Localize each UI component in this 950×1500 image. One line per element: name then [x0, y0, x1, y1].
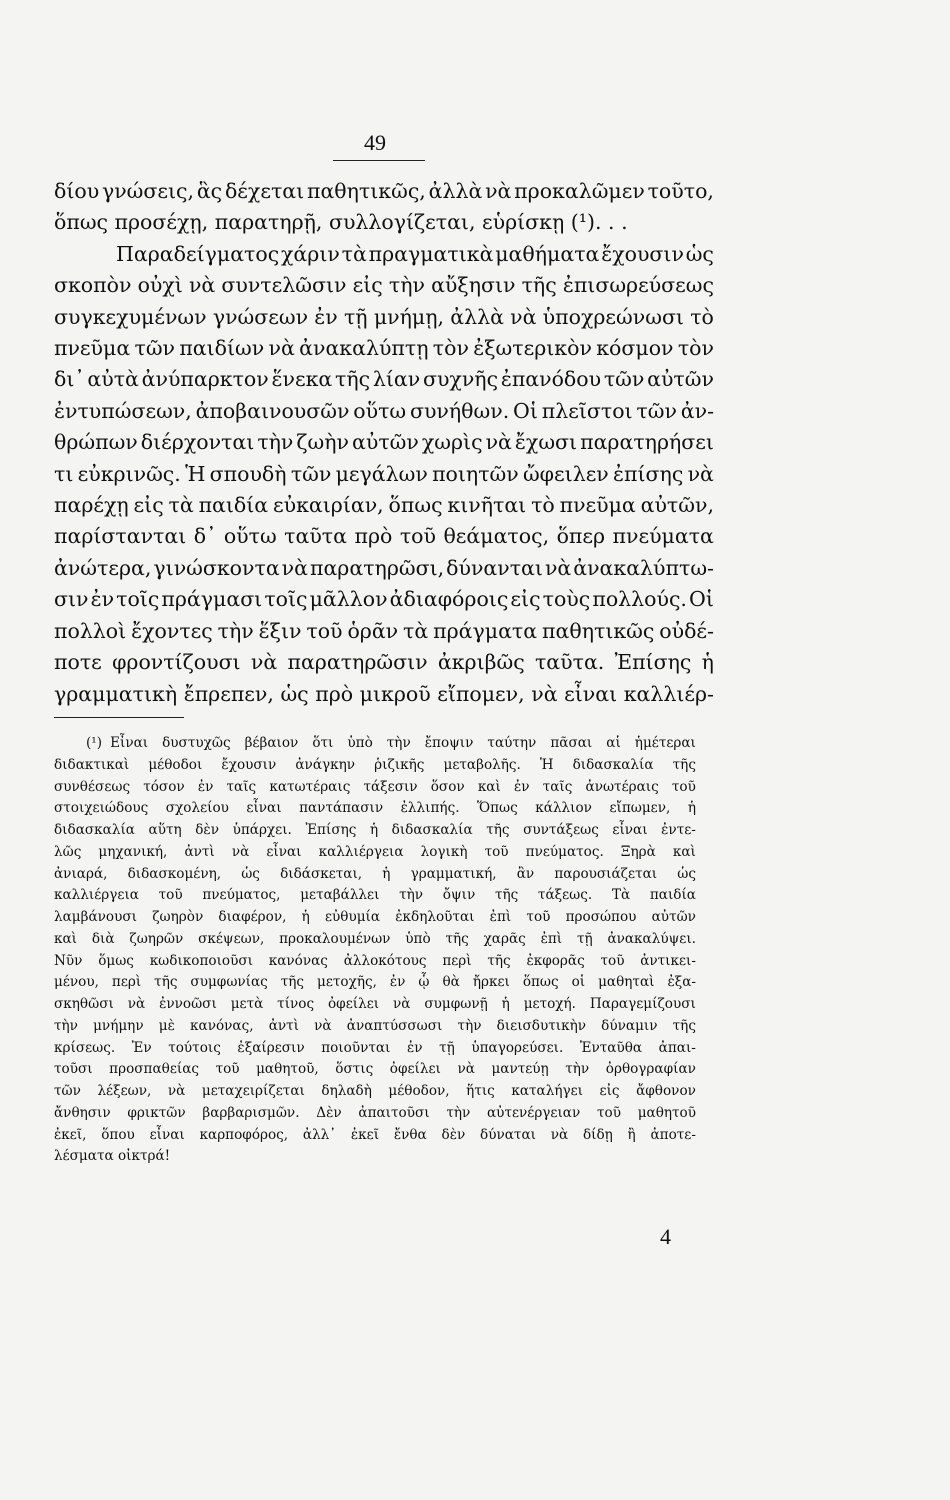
- footnote-line: λαμβάνουσι ζωηρὸν διαφέρον, ἡ εὐθυμία ἐκδηλοῦται ἐπὶ τοῦ προσώπου αὐτῶν: [54, 909, 696, 925]
- text-line: πνεῦμα τῶν παιδίων νὰ ἀνακαλύπτῃ τὸν ἐξωτερικὸν κόσμον τὸν: [54, 336, 714, 361]
- text-line: παρέχῃ εἰς τὰ παιδία εὐκαιρίαν, ὅπως κινῆται τὸ πνεῦμα αὐτῶν,: [54, 493, 714, 518]
- footnote-line: καλλιέργεια τοῦ πνεύματος, μεταβάλλει τὴν ὄψιν τῆς τάξεως. Τὰ παιδία: [54, 887, 696, 904]
- text-line: ἐντυπώσεων, ἀποβαινουσῶν οὕτω συνήθων. Οἱ πλεῖστοι τῶν ἀν-: [54, 398, 714, 423]
- footnote: [54, 733, 696, 1168]
- footnote-line: διδακτικαὶ μέθοδοι ἔχουσιν ἀνάγκην ῥιζικῆς μεταβολῆς. Ἡ διδασκαλία τῆς: [54, 756, 696, 773]
- footnote-line: σκηθῶσι νὰ ἐννοῶσι μετὰ τίνος ὀφείλει νὰ συμφωνῇ ἡ μετοχή. Παραγεμίζουσι: [54, 996, 696, 1012]
- text-line: ἀνώτερα, γινώσκοντα νὰ παρατηρῶσι, δύνανται νὰ ἀνακαλύπτω-: [54, 555, 714, 580]
- text-line: τι εὐκρινῶς. Ἡ σπουδὴ τῶν μεγάλων ποιητῶν ὤφειλεν ἐπίσης νὰ: [54, 461, 714, 486]
- footnote-line: Νῦν ὅμως κωδικοποιοῦσι κανόνας ἀλλοκότους περὶ τῆς ἐκφορᾶς τοῦ ἀντικει-: [54, 952, 696, 969]
- footnote-marker: (¹): [86, 735, 103, 751]
- header-rule: [333, 160, 425, 161]
- text-line: γραμματικὴ ἔπρεπεν, ὡς πρὸ μικροῦ εἴπομεν, νὰ εἶναι καλλιέρ-: [54, 681, 714, 706]
- text-line: θρώπων διέρχονται τὴν ζωὴν αὐτῶν χωρὶς νὰ ἔχωσι παρατηρήσει: [54, 430, 714, 455]
- text-line: σιν ἐν τοῖς πράγμασι τοῖς μᾶλλον ἀδιαφόροις εἰς τοὺς πολλούς. Οἱ: [54, 587, 714, 612]
- footnote-line: ἐκεῖ, ὅπου εἶναι καρποφόρος, ἀλλ᾽ ἐκεῖ ἔνθα δὲν δύναται νὰ δίδῃ ἢ ἀποτε-: [54, 1126, 696, 1143]
- text-line: δίου γνώσεις, ἃς δέχεται παθητικῶς, ἀλλὰ νὰ προκαλῶμεν τοῦτο,: [54, 179, 714, 203]
- text-line: ποτε φροντίζουσι νὰ παρατηρῶσιν ἀκριβῶς ταῦτα. Ἐπίσης ἡ: [54, 650, 714, 675]
- text-line: σκοπὸν οὐχὶ νὰ συντελῶσιν εἰς τὴν αὔξησιν τῆς ἐπισωρεύσεως: [54, 273, 714, 298]
- footnote-line: τοῦσι προσπαθείας τοῦ μαθητοῦ, ὅστις ὀφείλει νὰ μαντεύῃ τὴν ὀρθογραφίαν: [54, 1061, 696, 1078]
- footnote-line: λῶς μηχανική, ἀντὶ νὰ εἶναι καλλιέργεια λογικὴ τοῦ πνεύματος. Ξηρὰ καὶ: [54, 843, 696, 860]
- footnote-line: μένου, περὶ τῆς συμφωνίας τῆς μετοχῆς, ἐν ᾧ θὰ ἤρκει ὅπως οἱ μαθηταὶ ἐξα-: [54, 974, 696, 991]
- page-number: 49: [364, 130, 386, 155]
- text-line: δι᾽ αὐτὰ ἀνύπαρκτον ἕνεκα τῆς λίαν συχνῆς ἐπανόδου τῶν αὐτῶν: [54, 367, 714, 392]
- text-line: Παραδείγματος χάριν τὰ πραγματικὰ μαθήματα ἔχουσιν ὡς: [116, 241, 714, 266]
- footnote-line: ἄνθησιν φρικτῶν βαρβαρισμῶν. Δὲν ἀπαιτοῦσι τὴν αὐτενέργειαν τοῦ μαθητοῦ: [54, 1104, 696, 1121]
- footnote-line: ἀνιαρά, διδασκομένη, ὡς διδάσκεται, ἡ γραμματική, ἂν παρουσιάζεται ὡς: [54, 865, 696, 882]
- footnote-line: [54, 733, 696, 755]
- text-line: πολλοὶ ἔχοντες τὴν ἕξιν τοῦ ὁρᾶν τὰ πράγματα παθητικῶς οὐδέ-: [54, 618, 714, 643]
- footnote-line: καὶ διὰ ζωηρῶν σκέψεων, προκαλουμένων ὑπὸ τῆς χαρᾶς ἐπὶ τῇ ἀνακαλύψει.: [54, 930, 696, 947]
- text-line: παρίστανται δ᾽ οὕτω ταῦτα πρὸ τοῦ θεάματος, ὅπερ πνεύματα: [54, 524, 714, 549]
- main-text: [54, 176, 714, 710]
- footnote-rule: [54, 717, 184, 718]
- footnote-line: κρίσεως. Ἐν τούτοις ἐξαίρεσιν ποιοῦνται ἐν τῇ ὑπαγορεύσει. Ἐνταῦθα ἀπαι-: [54, 1039, 696, 1056]
- text-line: συγκεχυμένων γνώσεων ἐν τῇ μνήμῃ, ἀλλὰ νὰ ὑποχρεώνωσι τὸ: [54, 304, 714, 329]
- footnote-line: τῶν λέξεων, νὰ μεταχειρίζεται δηλαδὴ μέθοδον, ἥτις καταλήγει εἰς ἄφθονον: [54, 1083, 696, 1099]
- footnote-line: τὴν μνήμην μὲ κανόνας, ἀντὶ νὰ ἀναπτύσσωσι τὴν διεισδυτικὴν δύναμιν τῆς: [54, 1017, 696, 1034]
- footnote-text: Εἶναι δυστυχῶς βέβαιον ὅτι ὑπὸ τὴν ἔποψιν ταύτην πᾶσαι αἱ ἡμέτεραι: [110, 735, 696, 751]
- footnote-line: διδασκαλία αὕτη δὲν ὑπάρχει. Ἐπίσης ἡ διδασκαλία τῆς συντάξεως εἶναι ἐντε-: [54, 822, 696, 838]
- footnote-line: συνθέσεως τόσον ἐν ταῖς κατωτέραις τάξεσιν ὅσον καὶ ἐν ταῖς ἀνωτέραις τοῦ: [54, 778, 696, 795]
- footnote-line: στοιχειώδους σχολείου εἶναι παντάπασιν ἐλλιπής. Ὅπως κάλλιον εἴπωμεν, ἡ: [54, 800, 696, 817]
- footnote-line: λέσματα οἰκτρά!: [54, 1148, 171, 1165]
- text-line: ὅπως προσέχῃ, παρατηρῇ, συλλογίζεται, εὑρίσκῃ (¹). . .: [54, 210, 628, 235]
- signature-mark: 4: [660, 1224, 671, 1249]
